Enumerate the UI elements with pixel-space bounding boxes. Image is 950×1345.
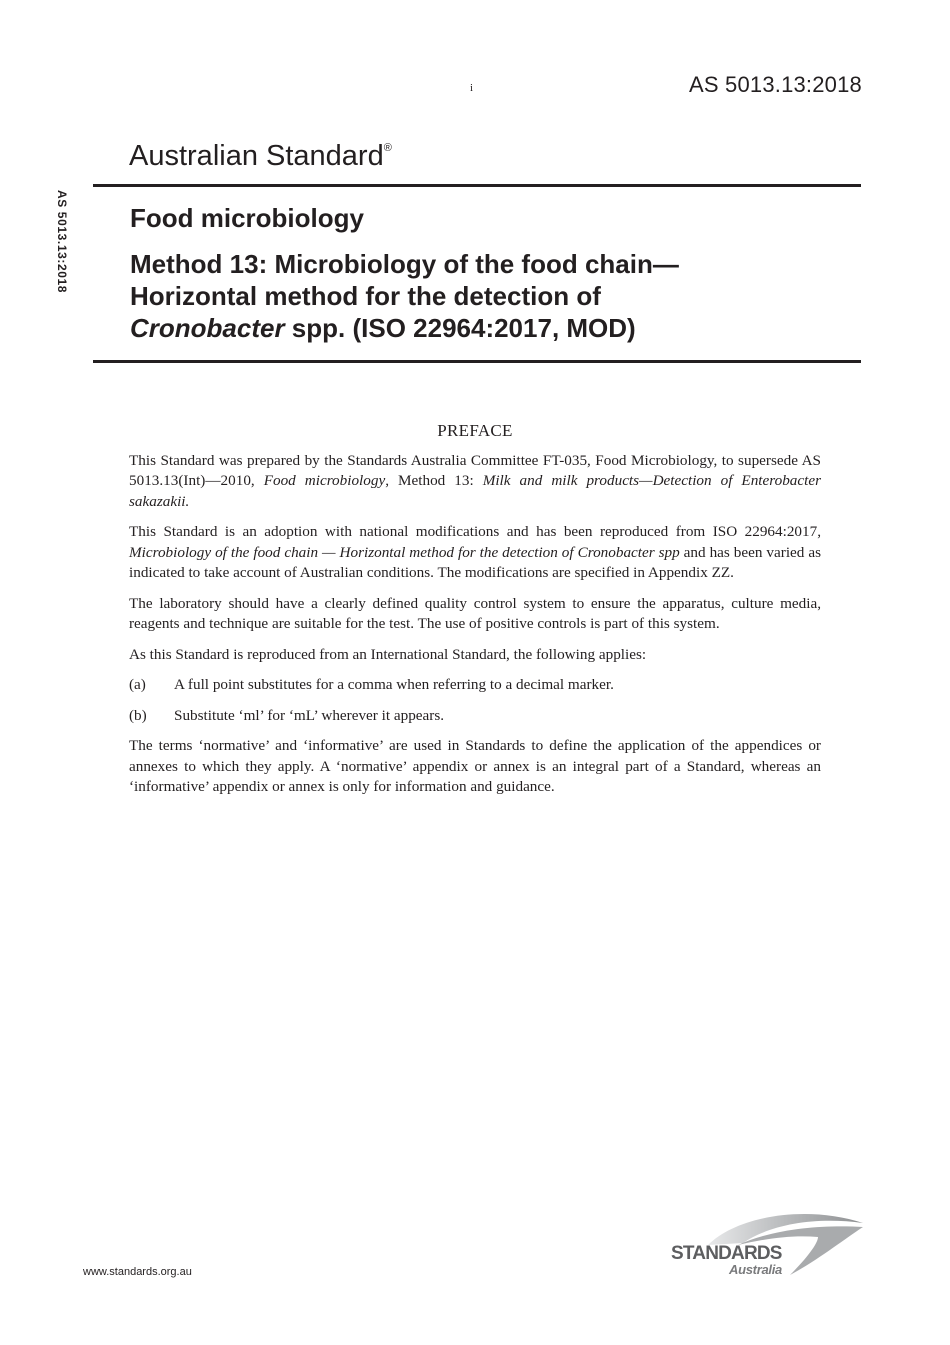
preface-section	[129, 421, 821, 808]
preface-paragraph-5: The terms ‘normative’ and ‘informative’ are used in Standards to define the application of the appendices or annexes to which they apply. A ‘normative’ appendix or annex is an integral part of a Standard, whereas an ‘informative’ appendix or annex is only for information and guidance.	[129, 737, 821, 795]
bottom-rule	[93, 360, 861, 363]
footer-url[interactable]: www.standards.org.au	[83, 1266, 192, 1278]
top-rule	[93, 184, 861, 187]
series-title-text: Australian Standard	[129, 140, 384, 172]
subtitle-line-1: Method 13: Microbiology of the food chain—	[130, 249, 679, 279]
page-number: i	[470, 82, 474, 94]
title-block	[130, 203, 679, 344]
preface-paragraph-3: The laboratory should have a clearly defined quality control system to ensure the apparatus, culture media, reagents and technique are suitable for the test. The use of positive controls is part of this system.	[129, 594, 821, 632]
preface-heading: PREFACE	[437, 421, 513, 440]
list-text: Substitute ‘ml’ for ‘mL’ wherever it appears.	[174, 706, 445, 724]
p1-italic-title: Food microbiology	[263, 472, 386, 489]
preface-paragraph-4: As this Standard is reproduced from an International Standard, the following applies:	[129, 645, 647, 663]
preface-paragraph-1	[129, 451, 821, 513]
list-item	[129, 675, 821, 696]
p1-text: This Standard was prepared by the Standards Australia Committee FT-035, Food Microbiology, to supersede AS 5013.13(Int)—2010,	[129, 451, 821, 489]
p2-italic-title: Microbiology of the food chain — Horizontal method for the detection of Cronobacter spp	[129, 543, 680, 561]
list-marker: (a)	[129, 676, 146, 693]
logo-subtext: Australia	[729, 1262, 782, 1277]
subtitle-rest: spp. (ISO 22964:2017, MOD)	[284, 313, 636, 343]
subtitle-line-3	[130, 312, 679, 344]
registered-mark: ®	[383, 142, 392, 154]
list-item	[129, 706, 821, 727]
p2-text: This Standard is an adoption with national modifications and has been reproduced from ISO 22964:2017,	[129, 523, 821, 540]
subtitle-italic: Cronobacter	[130, 313, 285, 343]
list-marker: (b)	[129, 706, 147, 724]
p1-text-2: , Method 13:	[385, 472, 483, 489]
preface-paragraph-2	[129, 522, 821, 584]
side-document-code: AS 5013.13:2018	[55, 190, 69, 294]
logo-wordmark: STANDARDS	[671, 1243, 782, 1264]
main-title: Food microbiology	[130, 203, 364, 233]
document-code: AS 5013.13:2018	[688, 72, 862, 97]
p1-italic-subtitle: Milk and milk products—Detection of Enterobacter sakazakii.	[129, 472, 821, 510]
series-title	[129, 140, 392, 173]
list-text: A full point substitutes for a comma when referring to a decimal marker.	[174, 676, 614, 693]
subtitle-line-2: Horizontal method for the detection of	[130, 281, 601, 311]
p2-text-2: and has been varied as indicated to take account of Australian conditions. The modifications are specified in Appendix ZZ.	[129, 543, 821, 581]
